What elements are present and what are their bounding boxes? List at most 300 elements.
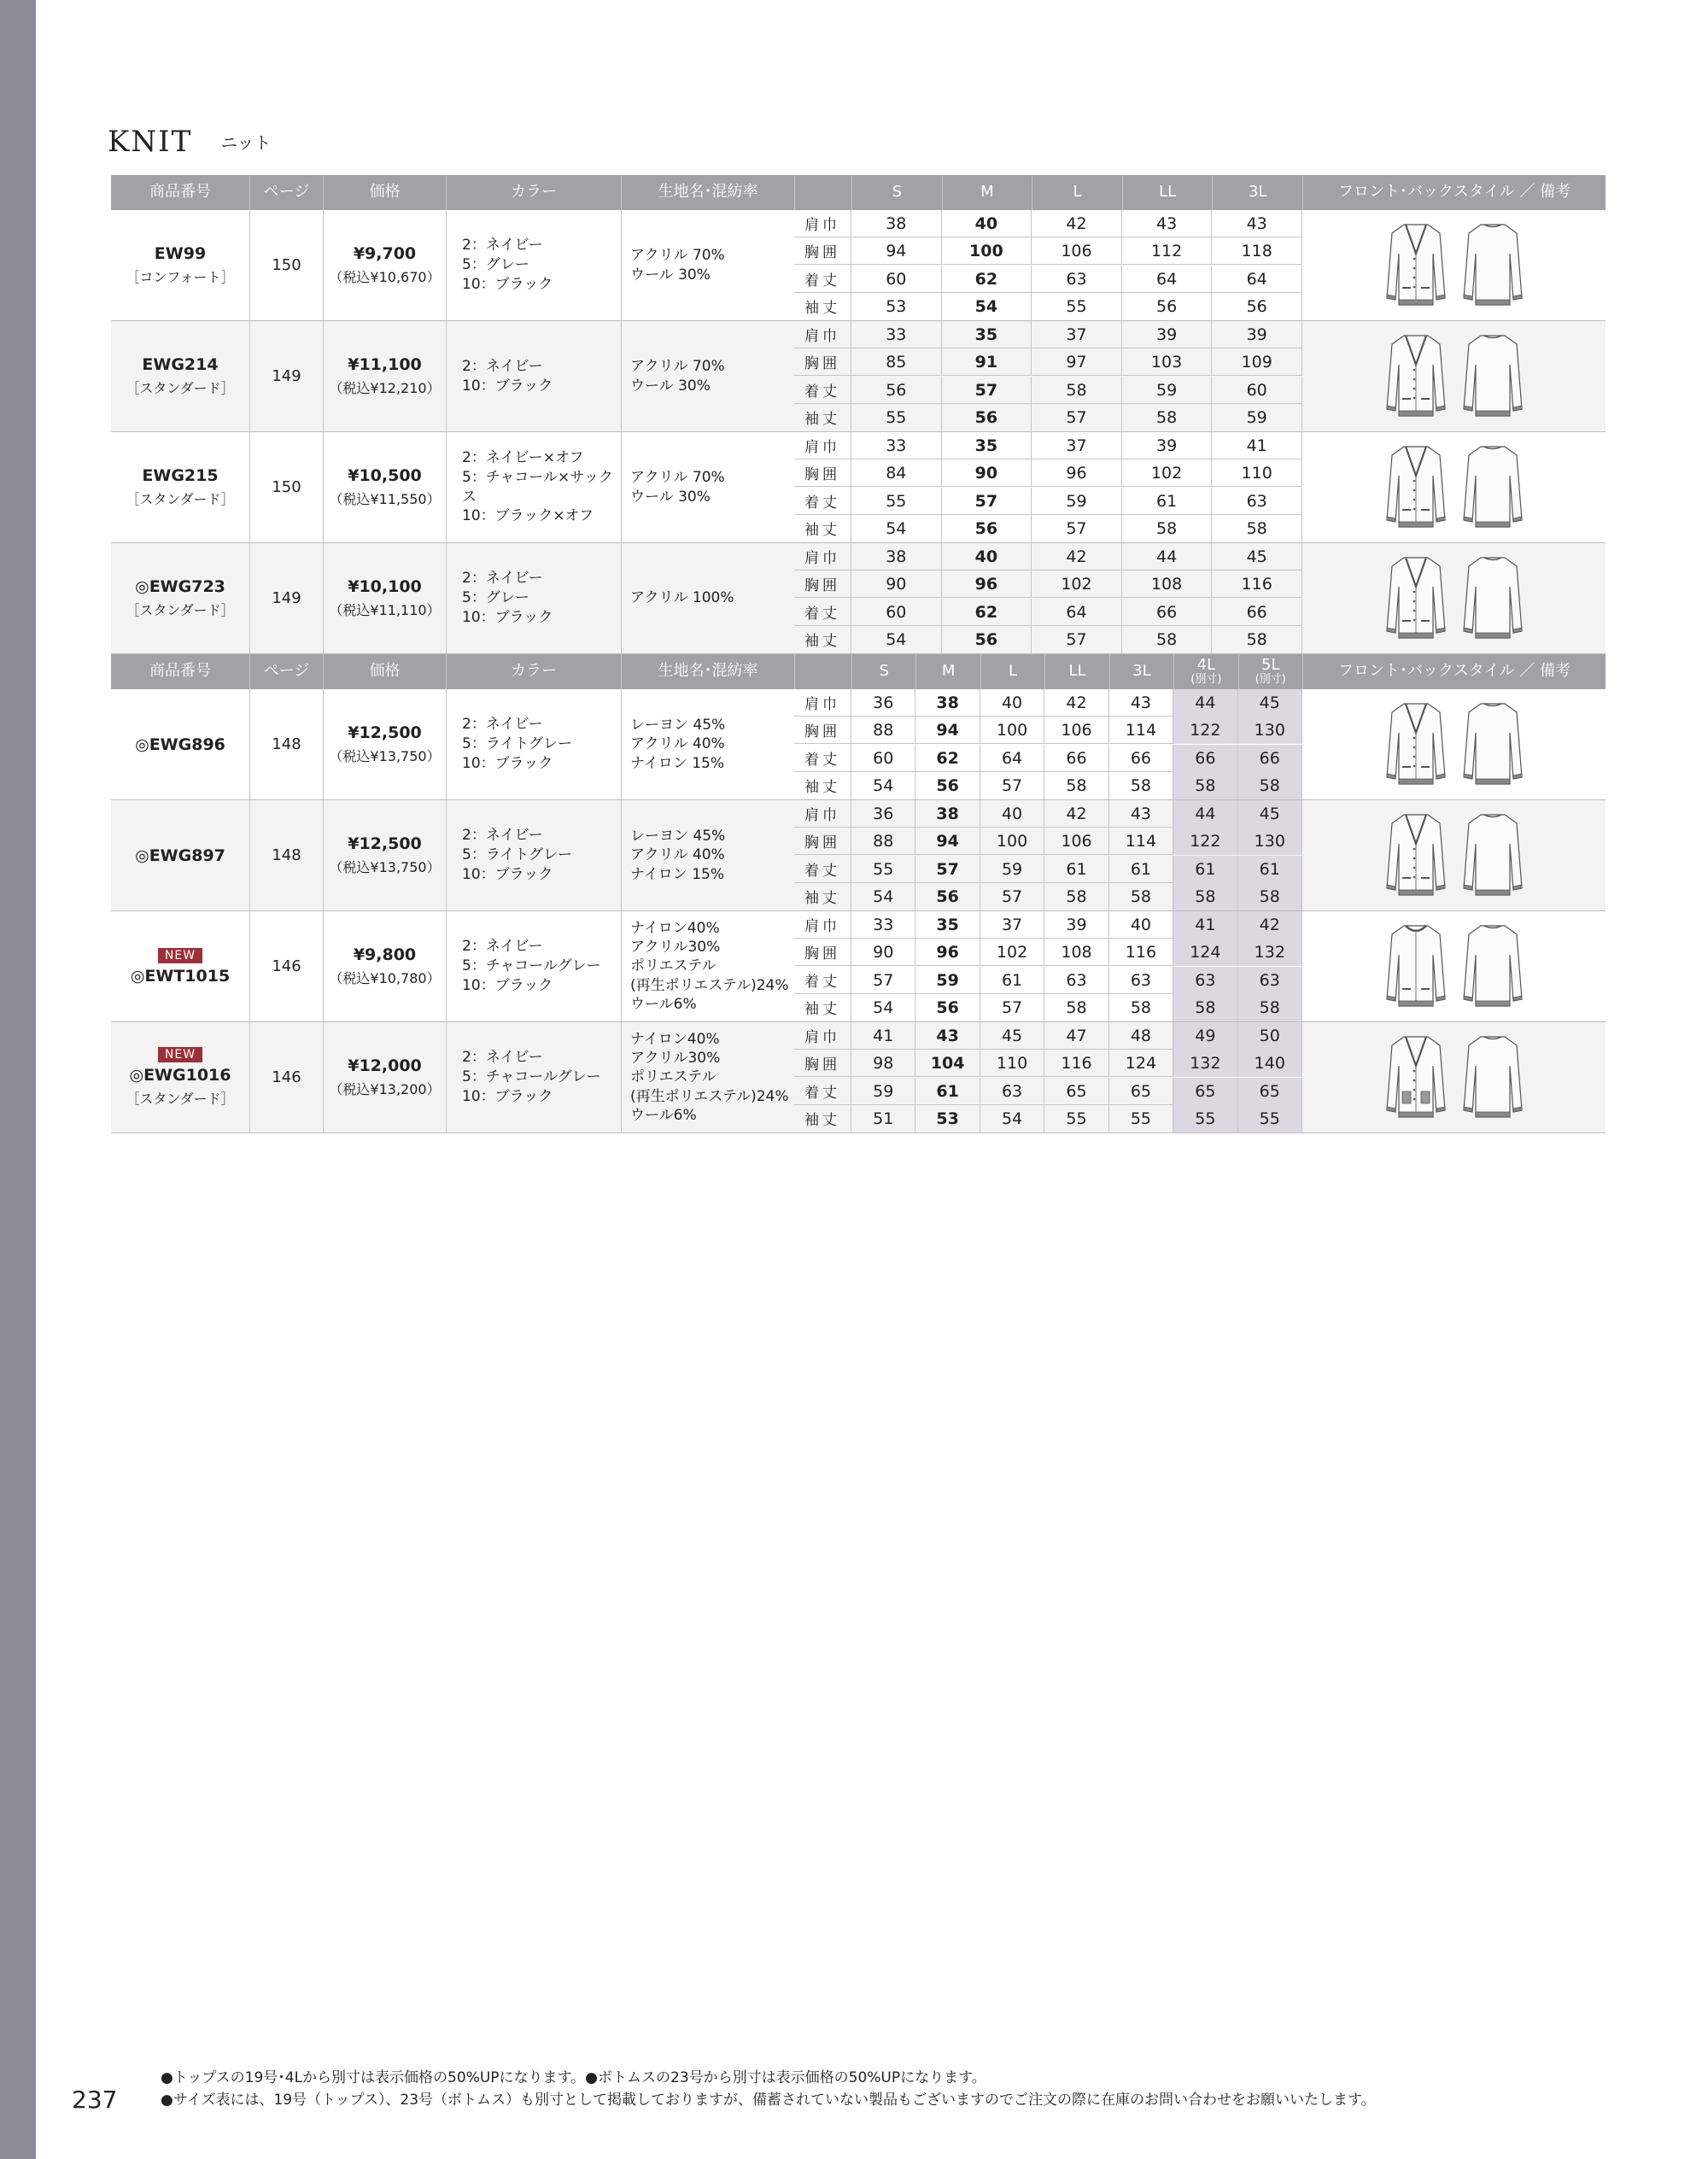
fabric-item: ウール 30% [630, 266, 711, 284]
sweater-front-illustration [1383, 219, 1448, 312]
size-value: 96 [1032, 459, 1122, 487]
size-value: 85 [851, 348, 942, 376]
size-value: 55 [851, 488, 942, 515]
size-value: 39 [1122, 432, 1213, 459]
price-with-tax: （税込¥13,750） [329, 748, 441, 764]
size-value: 57 [1032, 515, 1122, 542]
color-list [446, 210, 621, 320]
size-value: 94 [851, 237, 942, 265]
measure-label: 胸囲 [794, 717, 851, 744]
size-value: 84 [851, 459, 942, 487]
size-value: 65 [1109, 1078, 1173, 1105]
color-item: 10：ブラック [462, 976, 553, 994]
sweater-front-illustration [1383, 699, 1448, 791]
size-value: 44 [1173, 800, 1237, 828]
measure-label: 着丈 [794, 376, 851, 403]
measure-row [794, 883, 1302, 910]
size-value: 62 [942, 266, 1032, 293]
size-value: 66 [1238, 745, 1302, 772]
sweater-front-illustration [1383, 553, 1448, 645]
size-value: 42 [1238, 911, 1302, 939]
size-value: 49 [1173, 1022, 1237, 1050]
size-value: 90 [851, 939, 915, 966]
page-ref: 149 [249, 543, 323, 653]
measure-label: 胸囲 [794, 1050, 851, 1077]
fabric-item: アクリル30% [630, 939, 721, 957]
size-note: (別寸) [1190, 673, 1222, 687]
product-row [111, 800, 1606, 911]
style-illustrations [1302, 1022, 1606, 1132]
product-code-cell [111, 432, 249, 542]
measure-row [794, 967, 1302, 994]
size-value: 132 [1173, 1050, 1237, 1077]
measure-row [794, 911, 1302, 939]
price-value: ¥9,700 [353, 244, 417, 263]
size-value: 61 [980, 967, 1044, 994]
size-value: 63 [980, 1078, 1044, 1105]
product-row [111, 432, 1606, 543]
color-list [446, 689, 621, 799]
col-size-S: S [851, 175, 942, 210]
size-value: 35 [942, 321, 1032, 348]
fabric-list [621, 321, 794, 431]
size-value: 54 [851, 626, 942, 653]
size-value: 100 [980, 828, 1044, 855]
size-value: 61 [1173, 856, 1237, 883]
price-value: ¥10,100 [348, 577, 422, 596]
measure-label: 袖丈 [794, 772, 851, 799]
size-value: 57 [851, 967, 915, 994]
fabric-item: アクリル 40% [630, 735, 725, 753]
measure-row [794, 939, 1302, 966]
size-value: 40 [980, 800, 1044, 828]
size-value: 48 [1109, 1022, 1173, 1050]
col-code: 商品番号 [149, 183, 211, 202]
product-series: ［スタンダード］ [126, 491, 235, 507]
size-value: 56 [1122, 293, 1213, 320]
measure-row [794, 1050, 1302, 1077]
product-code-cell [111, 689, 249, 799]
table-header [111, 654, 1606, 689]
price-value: ¥9,800 [353, 945, 417, 964]
size-value: 63 [1109, 967, 1173, 994]
fabric-item: レーヨン 45% [630, 828, 726, 845]
style-illustrations [1302, 800, 1606, 910]
product-series: ［スタンダード］ [126, 602, 235, 618]
measure-label: 肩巾 [794, 210, 851, 237]
measure-label: 胸囲 [794, 348, 851, 376]
size-value: 130 [1238, 717, 1302, 744]
size-value: 37 [980, 911, 1044, 939]
col-size-S: S [851, 654, 915, 689]
product-code: ◎EWT1015 [130, 966, 231, 986]
size-value: 41 [851, 1022, 915, 1050]
color-list [446, 911, 621, 1021]
size-value: 124 [1109, 1050, 1173, 1077]
product-code-cell [111, 321, 249, 431]
product-code: EWG214 [142, 355, 219, 374]
size-value: 63 [1173, 967, 1237, 994]
measure-label: 着丈 [794, 598, 851, 625]
size-value: 33 [851, 432, 942, 459]
price-cell [323, 911, 446, 1021]
col-size-L: L [1032, 175, 1122, 210]
size-value: 60 [851, 266, 942, 293]
size-value: 58 [1238, 772, 1302, 799]
price-with-tax: （税込¥11,550） [329, 491, 441, 507]
size-value: 59 [851, 1078, 915, 1105]
price-value: ¥11,100 [348, 355, 422, 374]
measure-label: 胸囲 [794, 237, 851, 265]
style-illustrations [1302, 543, 1606, 653]
size-value: 65 [1173, 1078, 1237, 1105]
color-item: 10：ブラック [462, 275, 553, 293]
page-ref: 148 [249, 800, 323, 910]
size-value: 122 [1173, 828, 1237, 855]
measure-label: 着丈 [794, 1077, 851, 1104]
measure-row [794, 1105, 1302, 1132]
product-code: ◎EWG896 [135, 734, 225, 754]
size-value: 41 [1212, 432, 1302, 459]
size-value: 57 [980, 883, 1044, 910]
col-size-3L: 3L [1212, 175, 1302, 210]
size-value: 40 [1109, 911, 1173, 939]
color-item: 10：ブラック×オフ [462, 507, 594, 525]
size-value: 58 [1109, 883, 1173, 910]
measure-row [794, 210, 1302, 237]
measure-row [794, 800, 1302, 828]
size-value: 40 [942, 543, 1032, 570]
col-page: ページ [249, 654, 323, 689]
measure-label: 肩巾 [794, 689, 851, 717]
size-value: 58 [1044, 883, 1108, 910]
size-value: 40 [942, 210, 1032, 237]
fabric-list [621, 1022, 794, 1132]
measure-label: 肩巾 [794, 911, 851, 939]
color-list [446, 800, 621, 910]
size-value: 43 [1109, 800, 1173, 828]
size-value: 102 [980, 939, 1044, 966]
price-cell [323, 543, 446, 653]
size-value: 90 [851, 570, 942, 598]
product-code: ◎EWG897 [135, 845, 225, 865]
measure-row [794, 348, 1302, 376]
size-value: 114 [1109, 717, 1173, 744]
color-item: 2：ネイビー [462, 1049, 543, 1067]
sweater-back-illustration [1460, 699, 1525, 791]
size-value: 60 [1212, 377, 1302, 404]
size-value: 59 [915, 967, 980, 994]
color-item: 10：ブラック [462, 377, 553, 395]
size-value: 64 [1122, 266, 1213, 293]
size-value: 54 [942, 293, 1032, 320]
price-with-tax: （税込¥11,110） [329, 602, 441, 618]
color-item: 10：ブラック [462, 865, 553, 883]
size-value: 66 [1109, 745, 1173, 772]
size-value: 96 [942, 570, 1032, 598]
size-value: 88 [851, 717, 915, 744]
measure-row [794, 1078, 1302, 1105]
fabric-item: ウール 30% [630, 488, 711, 506]
measure-row [794, 293, 1302, 320]
size-value: 61 [1109, 856, 1173, 883]
size-value: 55 [851, 856, 915, 883]
size-value: 59 [1032, 488, 1122, 515]
col-size-L: L [980, 654, 1044, 689]
size-value: 97 [1032, 348, 1122, 376]
measure-label: 袖丈 [794, 404, 851, 431]
measure-row [794, 994, 1302, 1021]
size-value: 56 [851, 377, 942, 404]
size-value: 90 [942, 459, 1032, 487]
price-with-tax: （税込¥13,200） [329, 1081, 441, 1097]
size-value: 58 [1173, 772, 1237, 799]
color-list [446, 1022, 621, 1132]
measure-row [794, 404, 1302, 431]
color-item: 2：ネイビー [462, 827, 543, 845]
size-value: 54 [851, 994, 915, 1021]
size-value: 33 [851, 911, 915, 939]
fabric-item: ウール 30% [630, 377, 711, 395]
measure-row [794, 745, 1302, 772]
size-value: 63 [1238, 967, 1302, 994]
footnote-2: ●サイズ表には、19号（トップス）、23号（ボトムス）も別寸として掲載しておりますが、備蓄されていない製品もございますのでご注文の際に在庫のお問い合わせをお願いいたします。 [161, 2092, 1376, 2109]
col-measure [794, 654, 851, 689]
color-item: 10：ブラック [462, 608, 553, 626]
product-row [111, 210, 1606, 321]
size-value: 43 [1109, 689, 1173, 717]
size-value: 42 [1032, 210, 1122, 237]
color-item: 10：ブラック [462, 1087, 553, 1105]
fabric-item: ポリエステル [630, 957, 717, 975]
size-value: 91 [942, 348, 1032, 376]
size-value: 66 [1173, 745, 1237, 772]
size-value: 124 [1173, 939, 1237, 966]
product-code-cell [111, 543, 249, 653]
measure-label: 着丈 [794, 744, 851, 771]
size-value: 110 [980, 1050, 1044, 1077]
size-value: 38 [915, 689, 980, 717]
product-code-cell [111, 1022, 249, 1132]
size-value: 56 [1212, 293, 1302, 320]
title-jp: ニット [220, 132, 272, 153]
size-value: 58 [1122, 626, 1213, 653]
size-value: 61 [1044, 856, 1108, 883]
col-page: ページ [249, 175, 323, 210]
size-value: 58 [1122, 515, 1213, 542]
page-number: 237 [72, 2086, 118, 2114]
size-value: 60 [851, 599, 942, 626]
price-cell [323, 321, 446, 431]
sweater-back-illustration [1460, 219, 1525, 312]
size-value: 59 [1212, 404, 1302, 431]
col-price: 価格 [323, 654, 446, 689]
size-value: 62 [915, 745, 980, 772]
col-size-M: M [915, 654, 980, 689]
color-item: 5：チャコールグレー [462, 1068, 601, 1086]
color-item: 2：ネイビー [462, 570, 543, 588]
fabric-item: アクリル 100% [630, 589, 734, 607]
page-ref: 150 [249, 432, 323, 542]
size-value: 56 [942, 404, 1032, 431]
size-value: 58 [1109, 772, 1173, 799]
size-value: 106 [1044, 828, 1108, 855]
measure-label: 肩巾 [794, 1022, 851, 1050]
measure-row [794, 856, 1302, 883]
price-value: ¥12,500 [348, 834, 422, 853]
fabric-list [621, 800, 794, 910]
size-value: 58 [1122, 404, 1213, 431]
measure-row [794, 626, 1302, 653]
size-value: 37 [1032, 432, 1122, 459]
sweater-front-illustration [1383, 331, 1448, 423]
size-value: 63 [1032, 266, 1122, 293]
price-cell [323, 800, 446, 910]
size-value: 61 [1122, 488, 1213, 515]
measure-label: 肩巾 [794, 800, 851, 828]
fabric-item: アクリル30% [630, 1050, 721, 1068]
color-item: 5：ライトグレー [462, 846, 572, 864]
fabric-item: ウール6% [630, 995, 697, 1013]
measure-row [794, 717, 1302, 744]
measure-row [794, 689, 1302, 717]
measure-row [794, 488, 1302, 515]
col-style: フロント･バックスタイル ／ 備考 [1302, 175, 1606, 210]
size-value: 66 [1212, 599, 1302, 626]
fabric-item: アクリル 70% [630, 469, 725, 487]
footnotes [161, 2067, 1376, 2112]
measure-label: 胸囲 [794, 939, 851, 966]
measure-label: 肩巾 [794, 543, 851, 570]
fabric-item: ナイロン 15% [630, 865, 724, 883]
price-cell [323, 1022, 446, 1132]
measure-row [794, 432, 1302, 459]
product-code: ◎EWG723 [135, 577, 225, 596]
new-badge: NEW [158, 1047, 202, 1062]
style-illustrations [1302, 321, 1606, 431]
size-value: 44 [1173, 689, 1237, 717]
size-value: 58 [1238, 883, 1302, 910]
sweater-back-illustration [1460, 553, 1525, 645]
measure-label: 着丈 [794, 487, 851, 514]
size-value: 42 [1044, 800, 1108, 828]
table-header [111, 175, 1606, 210]
page-title [108, 125, 272, 159]
size-value: 50 [1238, 1022, 1302, 1050]
measure-row [794, 772, 1302, 799]
size-value: 39 [1212, 321, 1302, 348]
color-item: 2：ネイビー [462, 716, 543, 734]
price-value: ¥12,500 [348, 723, 422, 742]
product-row [111, 911, 1606, 1022]
size-value: 64 [1212, 266, 1302, 293]
price-with-tax: （税込¥13,750） [329, 859, 441, 875]
size-value: 108 [1044, 939, 1108, 966]
sweater-front-illustration [1383, 810, 1448, 902]
size-value: 58 [1032, 377, 1122, 404]
page-ref: 149 [249, 321, 323, 431]
color-item: 2：ネイビー [462, 938, 543, 956]
size-label: 4L [1196, 656, 1216, 675]
fabric-item: (再生ポリエステル)24% [630, 1087, 789, 1105]
color-list [446, 432, 621, 542]
measure-label: 胸囲 [794, 459, 851, 487]
size-value: 64 [980, 745, 1044, 772]
measure-label: 胸囲 [794, 828, 851, 855]
fabric-item: ポリエステル [630, 1068, 717, 1086]
color-item: 5：グレー [462, 256, 529, 274]
size-value: 122 [1173, 717, 1237, 744]
color-item: 2：ネイビー×オフ [462, 448, 584, 466]
measure-row [794, 515, 1302, 542]
price-cell [323, 689, 446, 799]
size-value: 94 [915, 828, 980, 855]
product-row [111, 543, 1606, 654]
size-value: 51 [851, 1105, 915, 1132]
sweater-front-illustration [1383, 921, 1448, 1013]
fabric-item: アクリル 40% [630, 846, 725, 864]
size-value: 56 [942, 515, 1032, 542]
size-value: 65 [1238, 1078, 1302, 1105]
col-size-LL: LL [1044, 654, 1108, 689]
size-value: 112 [1122, 237, 1213, 265]
product-code: EW99 [154, 244, 207, 263]
col-code: 商品番号 [149, 662, 211, 681]
product-series: ［スタンダード］ [126, 380, 235, 396]
footnote-1: ●トップスの19号･4Lから別寸は表示価格の50%UPになります。●ボトムスの23号から別寸は表示価格の50%UPになります。 [161, 2069, 986, 2086]
size-value: 132 [1238, 939, 1302, 966]
color-item: 5：グレー [462, 589, 529, 607]
color-item: 2：ネイビー [462, 237, 543, 255]
col-size-5L [1238, 654, 1302, 689]
size-value: 64 [1032, 599, 1122, 626]
size-value: 118 [1212, 237, 1302, 265]
size-value: 38 [851, 543, 942, 570]
size-value: 108 [1122, 570, 1213, 598]
product-row [111, 1022, 1606, 1133]
size-value: 57 [915, 856, 980, 883]
sweater-front-illustration [1383, 1032, 1448, 1124]
size-value: 43 [1122, 210, 1213, 237]
size-value: 55 [1032, 293, 1122, 320]
sweater-back-illustration [1460, 331, 1525, 423]
measure-row [794, 321, 1302, 348]
col-color: カラー [446, 175, 621, 210]
fabric-list [621, 689, 794, 799]
measure-label: 肩巾 [794, 321, 851, 348]
size-table [111, 175, 1606, 1133]
size-value: 88 [851, 828, 915, 855]
size-value: 65 [1044, 1078, 1108, 1105]
measure-row [794, 828, 1302, 855]
size-value: 58 [1044, 772, 1108, 799]
size-value: 54 [980, 1105, 1044, 1132]
size-value: 35 [942, 432, 1032, 459]
measure-label: 胸囲 [794, 570, 851, 598]
size-value: 55 [1238, 1105, 1302, 1132]
size-value: 37 [1032, 321, 1122, 348]
size-value: 114 [1109, 828, 1173, 855]
color-item: 5：チャコール×サックス [462, 468, 613, 506]
size-value: 44 [1122, 543, 1213, 570]
color-item: 5：ライトグレー [462, 735, 572, 753]
size-value: 45 [1238, 689, 1302, 717]
color-item: 10：ブラック [462, 754, 553, 772]
size-value: 39 [1044, 911, 1108, 939]
size-value: 47 [1044, 1022, 1108, 1050]
size-value: 96 [915, 939, 980, 966]
measure-label: 肩巾 [794, 432, 851, 459]
